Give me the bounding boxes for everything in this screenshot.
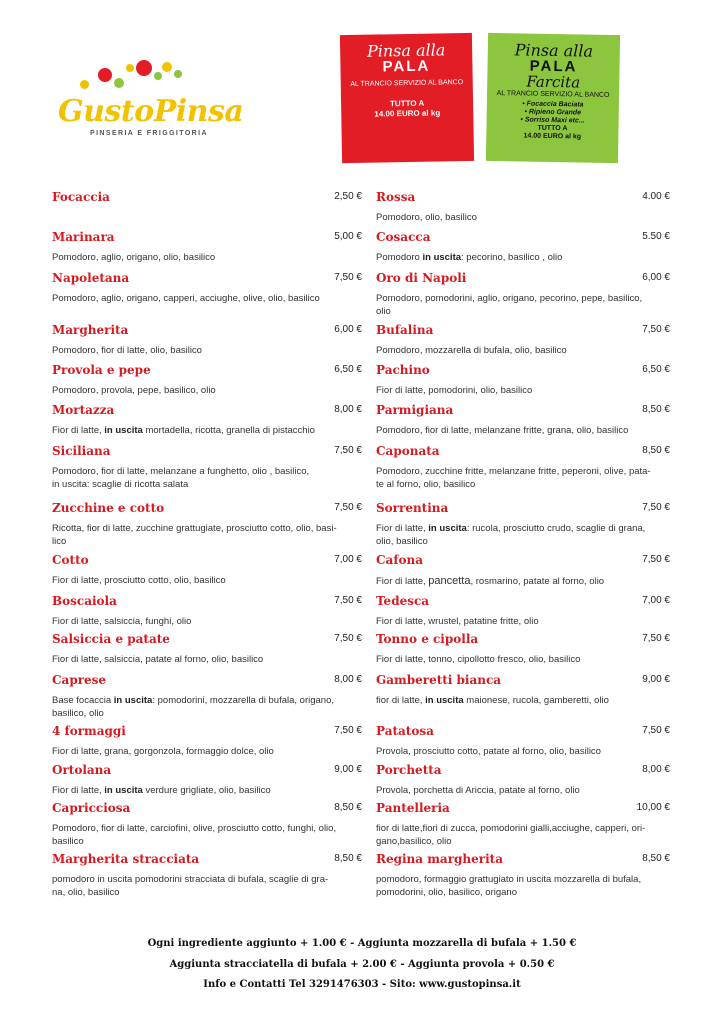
- menu-item-price: 7,00 €: [642, 595, 670, 606]
- promo-price-label: TUTTO A: [389, 98, 425, 109]
- logo-tagline: PINSERIA E FRIGGITORIA: [90, 130, 208, 137]
- promo-price-label: TUTTO A: [537, 124, 568, 133]
- menu-item-ingredients: Pomodoro, provola, pepe, basilico, olio: [52, 385, 216, 396]
- menu-item: [52, 363, 362, 398]
- menu-item-ingredients: Ricotta, fior di latte, zucchine grattugiate, prosciutto cotto, olio, basi- lico: [52, 523, 337, 547]
- menu-item: [376, 553, 670, 589]
- menu-item-name: Provola e pepe: [52, 363, 151, 377]
- menu-item-price: 4.00 €: [642, 191, 670, 202]
- menu-item-price: 8,50 €: [642, 404, 670, 415]
- promo-title: Pinsa alla: [366, 40, 446, 61]
- menu-item-ingredients: Pomodoro in uscita: pecorino, basilico , olio: [376, 252, 563, 263]
- menu-item-name: Rossa: [376, 190, 416, 204]
- menu-item-price: 8,50 €: [334, 853, 362, 864]
- promo-subtitle: Farcita: [526, 72, 581, 92]
- menu-item-price: 7,50 €: [334, 725, 362, 736]
- menu-item-name: Napoletana: [52, 271, 130, 285]
- promo-list-item: • Focaccia Baciata: [522, 100, 584, 109]
- menu-item-ingredients: Pomodoro, aglio, origano, capperi, acciughe, olive, olio, basilico: [52, 293, 320, 304]
- menu-item-price: 7,50 €: [642, 725, 670, 736]
- menu-item: [376, 594, 670, 629]
- menu-item: [376, 632, 670, 667]
- logo-dot-icon: [136, 60, 152, 76]
- logo-dot-icon: [162, 62, 172, 72]
- footer-contacts: Info e Contatti Tel 3291476303 - Sito: www.gustopinsa.it: [203, 979, 521, 990]
- menu-item-ingredients: pomodoro in uscita pomodorini stracciata di bufala, scaglie di gra- na, olio, basilico: [52, 874, 329, 898]
- menu-item-name: Porchetta: [376, 763, 442, 777]
- menu-item-price: 7,50 €: [334, 445, 362, 456]
- menu-item-ingredients: Pomodoro, fior di latte, olio, basilico: [52, 345, 202, 356]
- menu-item-price: 7,50 €: [334, 595, 362, 606]
- menu-item-price: 7,50 €: [334, 633, 362, 644]
- menu-item-ingredients: Fior di latte, prosciutto cotto, olio, basilico: [52, 575, 226, 586]
- menu-item-ingredients: fior di latte, in uscita maionese, rucola, gamberetti, olio: [376, 695, 609, 706]
- menu-item: [52, 501, 362, 548]
- menu-item-name: Boscaiola: [52, 594, 117, 608]
- promo-title: Pinsa alla: [514, 40, 594, 61]
- menu-item-name: Ortolana: [52, 763, 112, 777]
- menu-item: [376, 444, 670, 491]
- menu-item-ingredients: Fior di latte, pomodorini, olio, basilico: [376, 385, 533, 396]
- footer-extras-1: Ogni ingrediente aggiunto + 1.00 € - Aggiunta mozzarella di bufala + 1.50 €: [147, 938, 577, 949]
- promo-title-bold: PALA: [529, 57, 578, 76]
- menu-item-price: 8,00 €: [642, 764, 670, 775]
- menu-item-price: 7,50 €: [642, 502, 670, 513]
- menu-item-price: 7,50 €: [642, 554, 670, 565]
- menu-item-name: Cotto: [52, 553, 89, 567]
- menu-item: [52, 323, 362, 358]
- menu-item-price: 6,50 €: [642, 364, 670, 375]
- logo-wordmark: GustoPinsa: [58, 94, 244, 129]
- menu-item: [376, 801, 670, 848]
- menu-item-price: 8,50 €: [642, 853, 670, 864]
- menu-item-price: 7,00 €: [334, 554, 362, 565]
- menu-item: [376, 363, 670, 398]
- menu-item-name: Salsiccia e patate: [52, 632, 170, 646]
- menu-item-name: Caprese: [52, 673, 107, 687]
- menu-item: [52, 271, 362, 306]
- logo-dot-icon: [154, 72, 162, 80]
- promo-list: [487, 100, 619, 126]
- menu-item-name: Mortazza: [52, 403, 115, 417]
- menu-item-price: 7,50 €: [642, 633, 670, 644]
- logo-dot-icon: [126, 64, 134, 72]
- logo-dot-icon: [80, 80, 89, 89]
- menu-item: [52, 230, 362, 265]
- menu-item-ingredients: Pomodoro, fior di latte, melanzane a funghetto, olio , basilico, in uscita: scaglie di ricotta salata: [52, 466, 310, 490]
- menu-item-ingredients: Pomodoro, aglio, origano, olio, basilico: [52, 252, 216, 263]
- menu-item-name: Focaccia: [52, 190, 110, 204]
- promo-pinsa-alla-pala: [340, 33, 474, 163]
- logo: [50, 58, 244, 148]
- menu-item: [52, 852, 362, 899]
- menu-item-name: Patatosa: [376, 724, 434, 738]
- menu-item: [52, 553, 362, 588]
- menu-item: [376, 501, 670, 548]
- logo-dot-icon: [174, 70, 182, 78]
- menu-item-name: Capricciosa: [52, 801, 131, 815]
- menu-item-ingredients: Pomodoro, mozzarella di bufala, olio, basilico: [376, 345, 567, 356]
- menu-item: [376, 190, 670, 225]
- menu-item-ingredients: Fior di latte, in uscita mortadella, ricotta, granella di pistacchio: [52, 425, 315, 436]
- menu-item: [376, 852, 670, 899]
- menu-item-name: Bufalina: [376, 323, 434, 337]
- menu-item-price: 10,00 €: [636, 802, 670, 813]
- menu-item-name: Tonno e cipolla: [376, 632, 479, 646]
- menu-item-name: 4 formaggi: [52, 724, 126, 738]
- promo-list-item: • Sorriso Maxi etc...: [520, 116, 585, 125]
- menu-item-price: 8,50 €: [334, 802, 362, 813]
- promo-list-item: • Ripieno Grande: [524, 108, 582, 117]
- menu-item-price: 2,50 €: [334, 191, 362, 202]
- menu-item-name: Margherita stracciata: [52, 852, 200, 866]
- menu-item-name: Pachino: [376, 363, 430, 377]
- menu-item-ingredients: Provola, prosciutto cotto, patate al forno, olio, basilico: [376, 746, 601, 757]
- menu-item-price: 6,00 €: [334, 324, 362, 335]
- promo-price: 14.00 EURO al kg: [523, 132, 582, 141]
- menu-item-name: Zucchine e cotto: [52, 501, 165, 515]
- menu-item-price: 8,00 €: [334, 404, 362, 415]
- menu-item-price: 8,00 €: [334, 674, 362, 685]
- menu-item-ingredients: Fior di latte, in uscita verdure grigliate, olio, basilico: [52, 785, 271, 796]
- menu-item-name: Gamberetti bianca: [376, 673, 502, 687]
- menu-item-name: Regina margherita: [376, 852, 503, 866]
- menu-item-price: 6,00 €: [642, 272, 670, 283]
- menu-item-name: Tedesca: [376, 594, 430, 608]
- menu-item-name: Cosacca: [376, 230, 431, 244]
- menu-item-ingredients: Provola, porchetta di Ariccia, patate al forno, olio: [376, 785, 580, 796]
- menu-item: [376, 230, 670, 265]
- menu-item-name: Sorrentina: [376, 501, 449, 515]
- menu-item-ingredients: fior di latte,fiori di zucca, pomodorini gialli,acciughe, capperi, ori- gano,basilico, olio: [376, 823, 646, 847]
- menu-item-name: Cafona: [376, 553, 423, 567]
- menu-item: [52, 403, 362, 438]
- menu-item-name: Oro di Napoli: [376, 271, 467, 285]
- menu-item-ingredients: Pomodoro, olio, basilico: [376, 212, 477, 223]
- menu-item-ingredients: Pomodoro, zucchine fritte, melanzane fritte, peperoni, olive, pata- te al forno, olio, basilico: [376, 466, 651, 490]
- menu-item-name: Marinara: [52, 230, 115, 244]
- menu-item: [52, 594, 362, 629]
- promo-price: 14.00 EURO al kg: [374, 108, 441, 119]
- menu-item-price: 7,50 €: [334, 502, 362, 513]
- menu-item-price: 9,00 €: [334, 764, 362, 775]
- menu-item-name: Pantelleria: [376, 801, 450, 815]
- menu-item-ingredients: Fior di latte, tonno, cipollotto fresco, olio, basilico: [376, 654, 581, 665]
- menu-item-price: 5.50 €: [642, 231, 670, 242]
- menu-item: [376, 763, 670, 798]
- menu-item-ingredients: Fior di latte, grana, gorgonzola, formaggio dolce, olio: [52, 746, 274, 757]
- menu-item-ingredients: Pomodoro, pomodorini, aglio, origano, pecorino, pepe, basilico, olio: [376, 293, 643, 317]
- menu-item-ingredients: pomodoro, formaggio grattugiato in uscita mozzarella di bufala, pomodorini, olio, basilico, origano: [376, 874, 642, 898]
- menu-item-price: 7,50 €: [642, 324, 670, 335]
- menu-item-name: Siciliana: [52, 444, 111, 458]
- menu-item-ingredients: Fior di latte, salsiccia, patate al forno, olio, basilico: [52, 654, 264, 665]
- menu-item: [52, 763, 362, 798]
- menu-item-ingredients: Fior di latte, pancetta, rosmarino, patate al forno, olio: [376, 575, 605, 587]
- menu-item-price: 5,00 €: [334, 231, 362, 242]
- menu-item: [376, 673, 670, 708]
- menu-item: [376, 323, 670, 358]
- promo-pinsa-farcita: [486, 33, 620, 163]
- menu-item-price: 9,00 €: [642, 674, 670, 685]
- menu-item-ingredients: Pomodoro, fior di latte, melanzane fritte, grana, olio, basilico: [376, 425, 629, 436]
- menu-item-ingredients: Fior di latte, wrustel, patatine fritte, olio: [376, 616, 539, 627]
- menu-item-name: Margherita: [52, 323, 129, 337]
- promo-service: AL TRANCIO SERVIZIO AL BANCO: [350, 79, 464, 88]
- menu-item: [52, 632, 362, 667]
- promo-service: AL TRANCIO SERVIZIO AL BANCO: [496, 90, 610, 99]
- menu-item-ingredients: Pomodoro, fior di latte, carciofini, olive, prosciutto cotto, funghi, olio, basilico: [52, 823, 337, 847]
- menu-item: [52, 724, 362, 759]
- menu-item: [52, 190, 362, 204]
- menu-item-price: 7,50 €: [334, 272, 362, 283]
- menu-item: [52, 673, 362, 720]
- menu-item-ingredients: Fior di latte, in uscita: rucola, prosciutto crudo, scaglie di grana, olio, basilico: [376, 523, 646, 547]
- menu-item-name: Parmigiana: [376, 403, 454, 417]
- logo-dot-icon: [98, 68, 112, 82]
- menu-item: [376, 271, 670, 318]
- menu-item-ingredients: Fior di latte, salsiccia, funghi, olio: [52, 616, 192, 627]
- menu-item: [376, 403, 670, 438]
- menu-item-name: Caponata: [376, 444, 440, 458]
- menu-item: [376, 724, 670, 759]
- menu-item-price: 6,50 €: [334, 364, 362, 375]
- menu-item-ingredients: Base focaccia in uscita: pomodorini, mozzarella di bufala, origano, basilico, olio: [52, 695, 334, 719]
- menu-item: [52, 444, 362, 491]
- logo-dot-icon: [114, 78, 124, 88]
- menu-item: [52, 801, 362, 848]
- footer-extras-2: Aggiunta stracciatella di bufala + 2.00 € - Aggiunta provola + 0.50 €: [169, 959, 555, 970]
- promo-title-bold: PALA: [382, 57, 431, 76]
- menu-item-price: 8,50 €: [642, 445, 670, 456]
